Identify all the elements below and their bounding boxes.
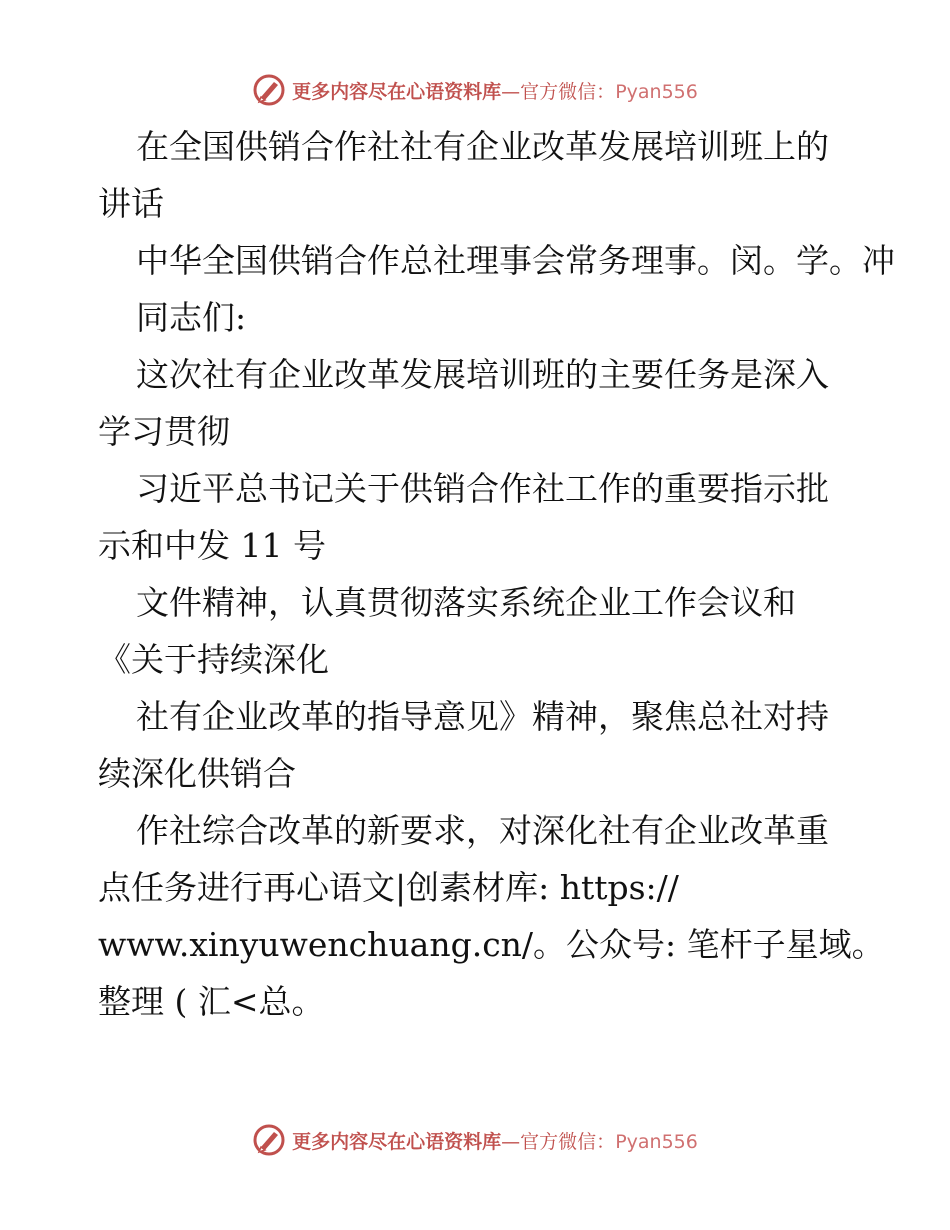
footer-dash: — xyxy=(501,1130,521,1153)
paragraph-line: 续深化供销合 xyxy=(98,754,296,793)
footer-banner-text xyxy=(292,1127,698,1154)
paragraph-line: 文件精神，认真贯彻落实系统企业工作会议和 xyxy=(136,583,796,622)
pen-logo-icon xyxy=(252,73,286,107)
header-site-text: 更多内容尽在心语资料库 xyxy=(292,80,502,103)
header-wechat-id: Pyan556 xyxy=(615,80,698,103)
paragraph-line: 这次社有企业改革发展培训班的主要任务是深入 xyxy=(136,355,829,394)
footer-wechat-id: Pyan556 xyxy=(615,1130,698,1153)
speaker-line: 中华全国供销合作总社理事会常务理事。闵。学。冲 xyxy=(136,241,895,280)
pen-logo-icon xyxy=(252,1123,286,1157)
document-body xyxy=(98,118,895,1030)
footer-site-text: 更多内容尽在心语资料库 xyxy=(292,1130,502,1153)
paragraph-line: 习近平总书记关于供销合作社工作的重要指示批 xyxy=(136,469,829,508)
header-banner-text xyxy=(292,77,698,104)
paragraph-line: www.xinyuwenchuang.cn/。公众号: 笔杆子星域。 xyxy=(98,925,885,964)
header-banner xyxy=(0,73,950,107)
paragraph-line: 点任务进行再心语文|创素材库: https:// xyxy=(98,868,679,907)
title-line-1: 在全国供销合作社社有企业改革发展培训班上的 xyxy=(136,127,829,166)
title-line-2: 讲话 xyxy=(98,184,164,223)
paragraph-line: 社有企业改革的指导意见》精神，聚焦总社对持 xyxy=(136,697,829,736)
paragraph-line: 整理 ( 汇<总。 xyxy=(98,982,325,1021)
header-dash: — xyxy=(501,80,521,103)
paragraph-line: 作社综合改革的新要求，对深化社有企业改革重 xyxy=(136,811,829,850)
salutation: 同志们: xyxy=(136,298,247,337)
footer-banner xyxy=(0,1123,950,1157)
paragraph-line: 学习贯彻 xyxy=(98,412,230,451)
footer-wechat-label: 官方微信： xyxy=(520,1130,616,1153)
header-wechat-label: 官方微信： xyxy=(520,80,616,103)
paragraph-line: 《关于持续深化 xyxy=(98,640,329,679)
paragraph-line: 示和中发 11 号 xyxy=(98,526,326,565)
